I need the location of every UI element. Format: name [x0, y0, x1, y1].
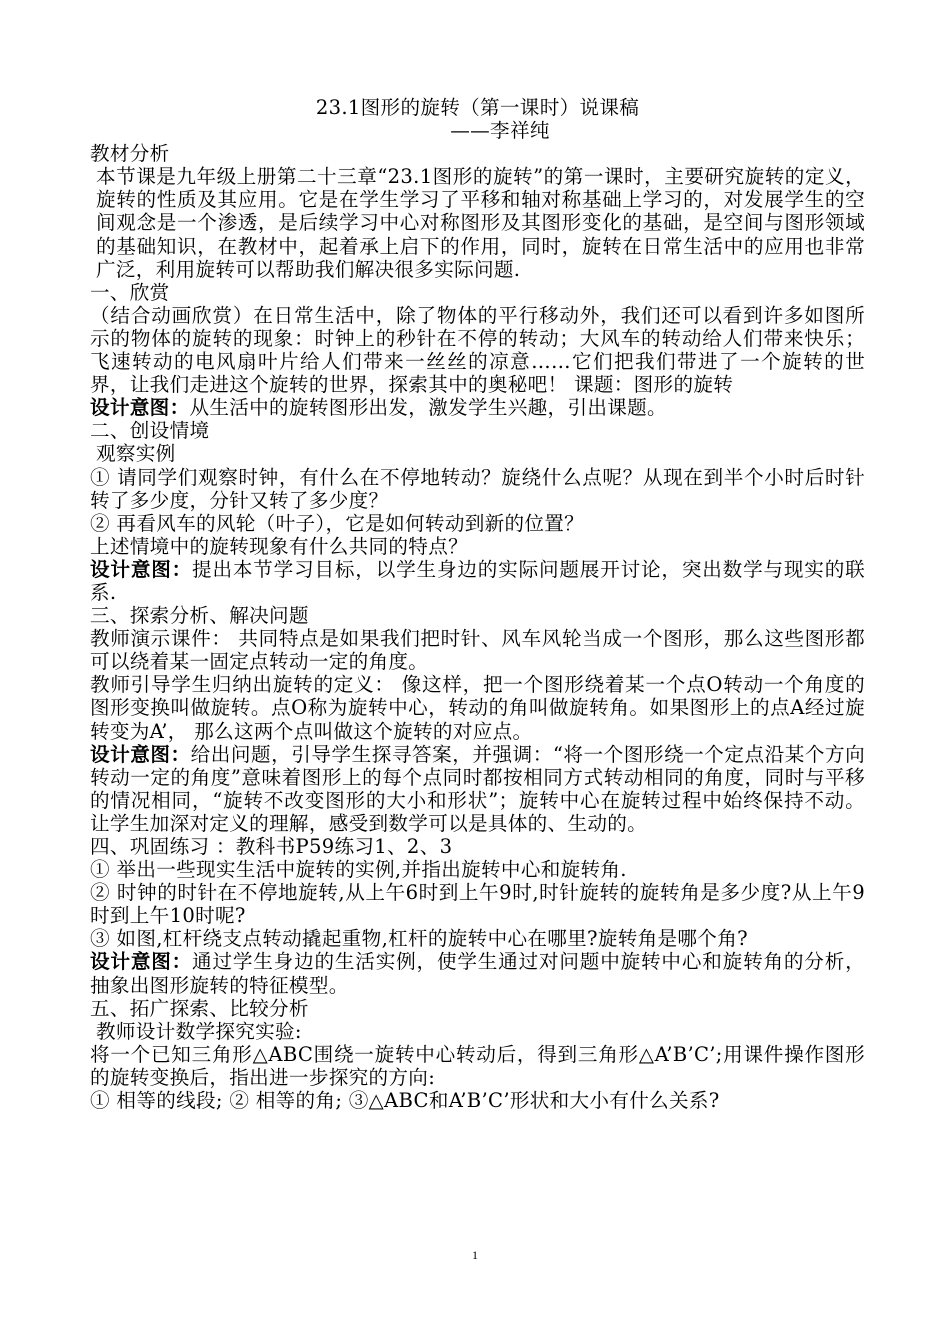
section-heading: 五、拓广探索、比较分析: [90, 996, 309, 1020]
design-intent-text: 提出本节学习目标，以学生身边的实际问题展开讨论，突出数学与现实的联系.: [90, 557, 865, 604]
document-page: [90, 96, 865, 1112]
subheading: 观察实例: [96, 442, 176, 466]
paragraph: 上述情境中的旋转现象有什么共同的特点？: [90, 534, 468, 558]
design-intent-label: 设计意图：: [90, 557, 193, 581]
paragraph: 本节课是九年级上册第二十三章“23.1图形的旋转”的第一课时，主要研究旋转的定义，旋转的性质及其应用。它是在学生学习了平移和轴对称基础上学习的，对发展学生的空间观念是一个渗透，是后续学习中心对称图形及其图形变化的基础，是空间与图形领域的基础知识，在教材中，起着承上启下的作用，同时，旋转在日常生活中的应用也非常广泛，利用旋转可以帮助我们解决很多实际问题.: [96, 165, 865, 281]
design-intent-text: 从生活中的旋转图形出发，激发学生兴趣，引出课题。: [189, 396, 667, 420]
subheading: 教师设计数学探究实验:: [96, 1019, 302, 1043]
design-intent: [90, 950, 865, 996]
page-number: 1: [472, 1248, 478, 1262]
design-intent-text: 通过学生身边的生活实例，使学生通过对问题中旋转中心和旋转角的分析，抽象出图形旋转的特征模型。: [90, 950, 865, 997]
section-heading: 三、探索分析、解决问题: [90, 604, 309, 628]
list-item: ① 相等的线段; ② 相等的角; ③△ABC和A’B’C’形状和大小有什么关系?: [90, 1089, 720, 1113]
paragraph: 将一个已知三角形△ABC围绕一旋转中心转动后，得到三角形△A’B’C’;用课件操作图形的旋转变换后，指出进一步探究的方向:: [90, 1042, 865, 1089]
section-heading: 教材分析: [90, 142, 170, 166]
section-heading: 二、创设情境: [90, 419, 210, 443]
paragraph: （结合动画欣赏）在日常生活中，除了物体的平行移动外，我们还可以看到许多如图所示的物体的旋转的现象：时钟上的秒针在不停的转动；大风车的转动给人们带来快乐；飞速转动的电风扇叶片给人们带来一丝丝的凉意……它们把我们带进了一个旋转的世界，让我们走进这个旋转的世界，探索其中的奥秘吧！ 课题：图形的旋转: [90, 303, 865, 397]
design-intent-label: 设计意图：: [90, 396, 190, 420]
list-item: ① 举出一些现实生活中旋转的实例,并指出旋转中心和旋转角.: [90, 858, 627, 882]
list-item: ② 时钟的时针在不停地旋转,从上午6时到上午9时,时针旋转的旋转角是多少度?从上午9时到上午10时呢?: [90, 881, 865, 928]
list-item: ② 再看风车的风轮（叶子），它是如何转动到新的位置？: [90, 511, 585, 535]
section-heading: 一、欣赏: [90, 280, 170, 304]
author-line: ——李祥纯: [450, 119, 550, 143]
design-intent-label: 设计意图：: [90, 950, 193, 974]
design-intent: [90, 396, 865, 419]
section-heading: 四、巩固练习 ：教科书P59练习1、2、3: [90, 835, 453, 858]
design-intent-text: 给出问题，引导学生探寻答案，并强调：“将一个图形绕一个定点沿某个方向转动一定的角度”意味着图形上的每个点同时都按相同方式转动相同的角度，同时与平移的情况相同，“旋转不改变图形的大小和形状”；旋转中心在旋转过程中始终保持不动。让学生加深对定义的理解，感受到数学可以是具体的、生动的。: [90, 742, 866, 835]
paragraph: 教师演示课件： 共同特点是如果我们把时针、风车风轮当成一个图形，那么这些图形都可以绕着某一固定点转动一定的角度。: [90, 627, 865, 674]
design-intent: [90, 743, 865, 835]
list-item: ③ 如图,杠杆绕支点转动撬起重物,杠杆的旋转中心在哪里?旋转角是哪个角?: [90, 927, 748, 951]
list-item: ① 请同学们观察时钟，有什么在不停地转动？旋绕什么点呢？从现在到半个小时后时针转了多少度，分针又转了多少度？: [90, 465, 865, 512]
paragraph: 教师引导学生归纳出旋转的定义： 像这样，把一个图形绕着某一个点O转动一个角度的图形变换叫做旋转。点O称为旋转中心，转动的角叫做旋转角。如果图形上的点A经过旋转变为A’， 那么这两个点叫做这个旋转的对应点。: [90, 673, 865, 743]
design-intent-label: 设计意图：: [90, 742, 191, 766]
document-title: 23.1图形的旋转（第一课时）说课稿: [315, 96, 640, 119]
design-intent: [90, 558, 865, 604]
